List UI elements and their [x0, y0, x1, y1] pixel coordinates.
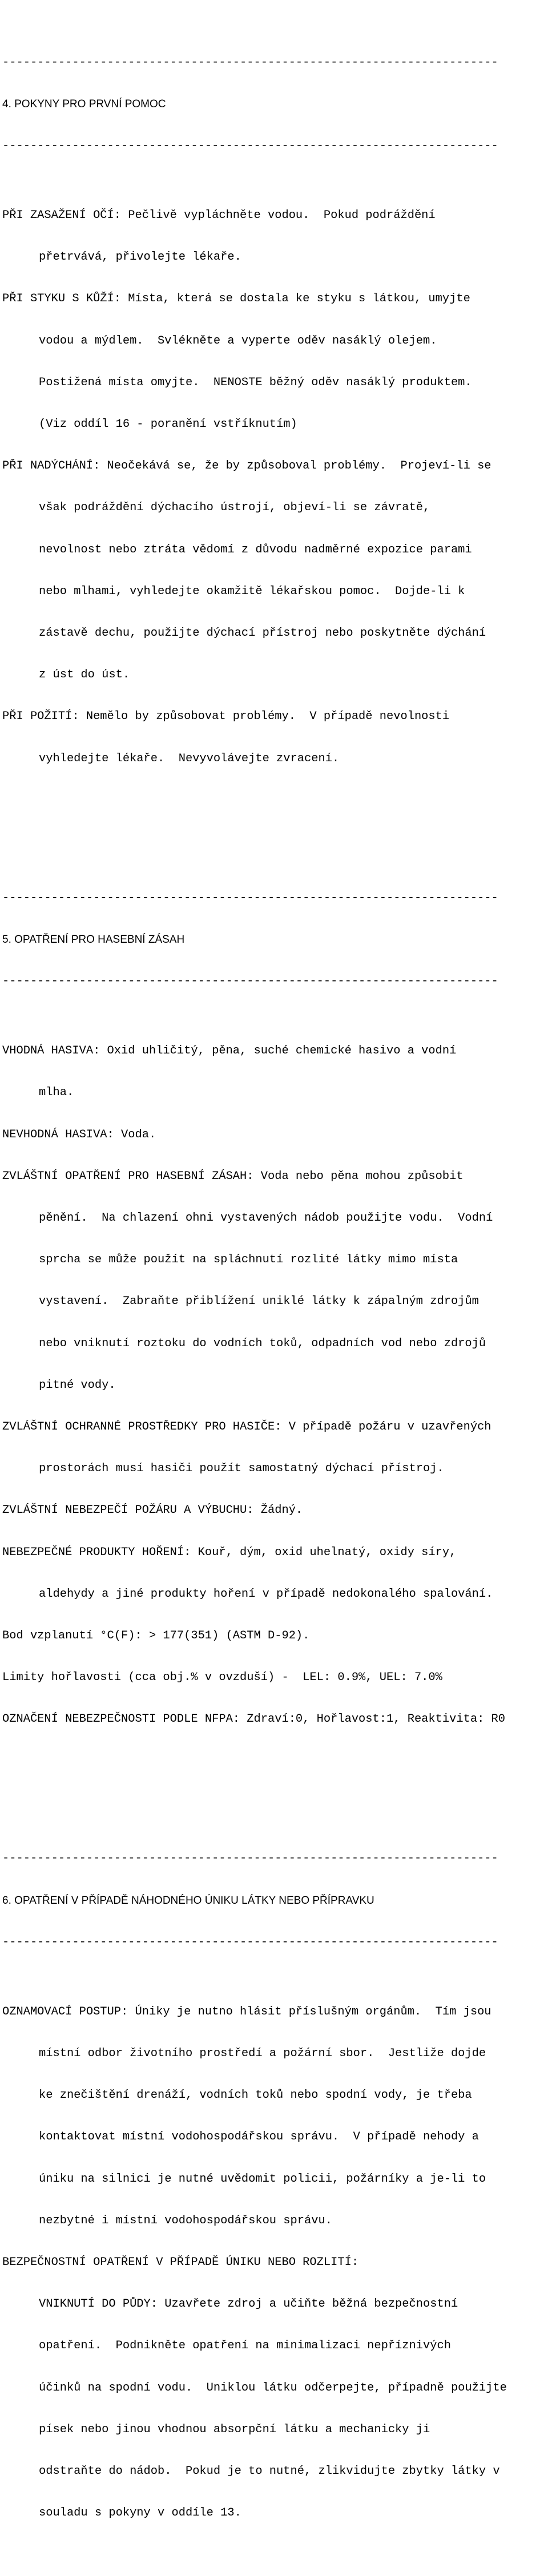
text-line: účinků na spodní vodu. Uniklou látku odčerpejte, případně použijte	[39, 2381, 507, 2395]
text-line: souladu s pokyny v oddíle 13.	[39, 2506, 241, 2520]
text-line: odstraňte do nádob. Pokud je to nutné, zlikvidujte zbytky látky v	[39, 2465, 500, 2478]
text-line: vodou a mýdlem. Svlékněte a vyperte oděv nasáklý olejem.	[39, 334, 437, 348]
text-line: vystavení. Zabraňte přiblížení uniklé látky k zápalným zdrojům	[39, 1295, 479, 1309]
section-body	[2, 181, 548, 794]
spacer	[2, 1782, 548, 1796]
text-line: kontaktovat místní vodohospodářskou správu. V případě nehody a	[39, 2130, 479, 2144]
text-line: (Viz oddíl 16 - poranění vstříknutím)	[39, 418, 297, 431]
text-line: mlha.	[39, 1086, 74, 1100]
spacer	[2, 822, 548, 835]
text-line: vyhledejte lékaře. Nevyvolávejte zvracení.	[39, 752, 340, 765]
separator-line: -----------------------------------------------------------------------	[2, 139, 498, 153]
text-line: NEBEZPEČNÉ PRODUKTY HOŘENÍ: Kouř, dým, oxid uhelnatý, oxidy síry,	[2, 1545, 457, 1559]
text-line: Postižená místa omyjte. NENOSTE běžný oděv nasáklý produktem.	[39, 376, 472, 389]
text-line: pitné vody.	[39, 1378, 116, 1392]
separator-line: -----------------------------------------------------------------------	[2, 891, 498, 905]
text-line: nevolnost nebo ztráta vědomí z důvodu nadměrné expozice parami	[39, 543, 472, 556]
text-line: nebo vniknutí roztoku do vodních toků, odpadních vod nebo zdrojů	[39, 1337, 486, 1350]
text-line: prostorách musí hasiči použít samostatný dýchací přístroj.	[39, 1462, 444, 1476]
text-line: ZVLÁŠTNÍ NEBEZPEČÍ POŽÁRU A VÝBUCHU: Žádný.	[2, 1504, 303, 1517]
text-line: PŘI STYKU S KŮŽÍ: Místa, která se dostala ke styku s látkou, umyjte	[2, 292, 470, 306]
text-line: aldehydy a jiné produkty hoření v případě nedokonalého spalování.	[39, 1587, 493, 1601]
text-line: ZVLÁŠTNÍ OCHRANNÉ PROSTŘEDKY PRO HASIČE: V případě požáru v uzavřených	[2, 1420, 491, 1434]
text-line: písek nebo jinou vhodnou absorpční látku a mechanicky ji	[39, 2422, 430, 2436]
separator-line: -----------------------------------------------------------------------	[2, 975, 498, 988]
text-line: sprcha se může použít na spláchnutí rozlité látky mimo místa	[39, 1253, 458, 1267]
text-line: VHODNÁ HASIVA: Oxid uhličitý, pěna, suché chemické hasivo a vodní	[2, 1044, 457, 1058]
section-body	[2, 1977, 548, 2548]
text-line: pěnění. Na chlazení ohni vystavených nádob použijte vodu. Vodní	[39, 1211, 493, 1225]
text-line: nebo mlhami, vyhledejte okamžitě lékařskou pomoc. Dojde-li k	[39, 584, 465, 598]
section-heading: 5. OPATŘENÍ PRO HASEBNÍ ZÁSAH	[2, 933, 185, 946]
text-line: BEZPEČNOSTNÍ OPATŘENÍ V PŘÍPADĚ ÚNIKU NEBO ROZLITÍ:	[2, 2256, 359, 2270]
section-body	[2, 1016, 548, 1754]
separator-line: -----------------------------------------------------------------------	[2, 1852, 498, 1866]
text-line: ZVLÁŠTNÍ OPATŘENÍ PRO HASEBNÍ ZÁSAH: Voda nebo pěna mohou způsobit	[2, 1169, 464, 1183]
text-line: zástavě dechu, použijte dýchací přístroj nebo poskytněte dýchání	[39, 627, 486, 640]
text-line: Bod vzplanutí °C(F): > 177(351) (ASTM D-92).	[2, 1629, 310, 1642]
text-line: však podráždění dýchacího ústrojí, objeví-li se závratě,	[39, 501, 430, 515]
text-line: NEVHODNÁ HASIVA: Voda.	[2, 1128, 156, 1141]
text-line: úniku na silnici je nutné uvědomit policii, požárníky a je-li to	[39, 2172, 486, 2186]
text-line: PŘI ZASAŽENÍ OČÍ: Pečlivě vypláchněte vodou. Pokud podráždění	[2, 209, 436, 223]
section-heading: 6. OPATŘENÍ V PŘÍPADĚ NÁHODNÉHO ÚNIKU LÁTKY NEBO PŘÍPRAVKU	[2, 1894, 374, 1907]
separator-line: -----------------------------------------------------------------------	[2, 1935, 498, 1949]
document-page	[2, 0, 548, 2576]
text-line: opatření. Podnikněte opatření na minimalizaci nepříznivých	[39, 2339, 451, 2353]
text-line: PŘI NADÝCHÁNÍ: Neočekává se, že by způsoboval problémy. Projeví-li se	[2, 459, 491, 473]
text-line: OZNAMOVACÍ POSTUP: Úniky je nutno hlásit příslušným orgánům. Tím jsou	[2, 2005, 491, 2018]
text-line: OZNAČENÍ NEBEZPEČNOSTI PODLE NFPA: Zdraví:0, Hořlavost:1, Reaktivita: R0	[2, 1713, 506, 1726]
text-line: PŘI POŽITÍ: Nemělo by způsobovat problémy. V případě nevolnosti	[2, 710, 450, 724]
text-line: Limity hořlavosti (cca obj.% v ovzduší) - LEL: 0.9%, UEL: 7.0%	[2, 1671, 442, 1685]
separator-line: -----------------------------------------------------------------------	[2, 55, 498, 69]
section-heading: 4. POKYNY PRO PRVNÍ POMOC	[2, 98, 166, 110]
text-line: z úst do úst.	[39, 668, 130, 682]
text-line: VNIKNUTÍ DO PŮDY: Uzavřete zdroj a učiňte běžná bezpečnostní	[39, 2298, 458, 2311]
text-line: přetrvává, přivolejte lékaře.	[39, 251, 241, 264]
text-line: místní odbor životního prostředí a požární sbor. Jestliže dojde	[39, 2047, 486, 2061]
text-line: nezbytné i místní vodohospodářskou správu.	[39, 2214, 332, 2227]
text-line: ke znečištění drenáží, vodních toků nebo spodní vody, je třeba	[39, 2089, 472, 2102]
